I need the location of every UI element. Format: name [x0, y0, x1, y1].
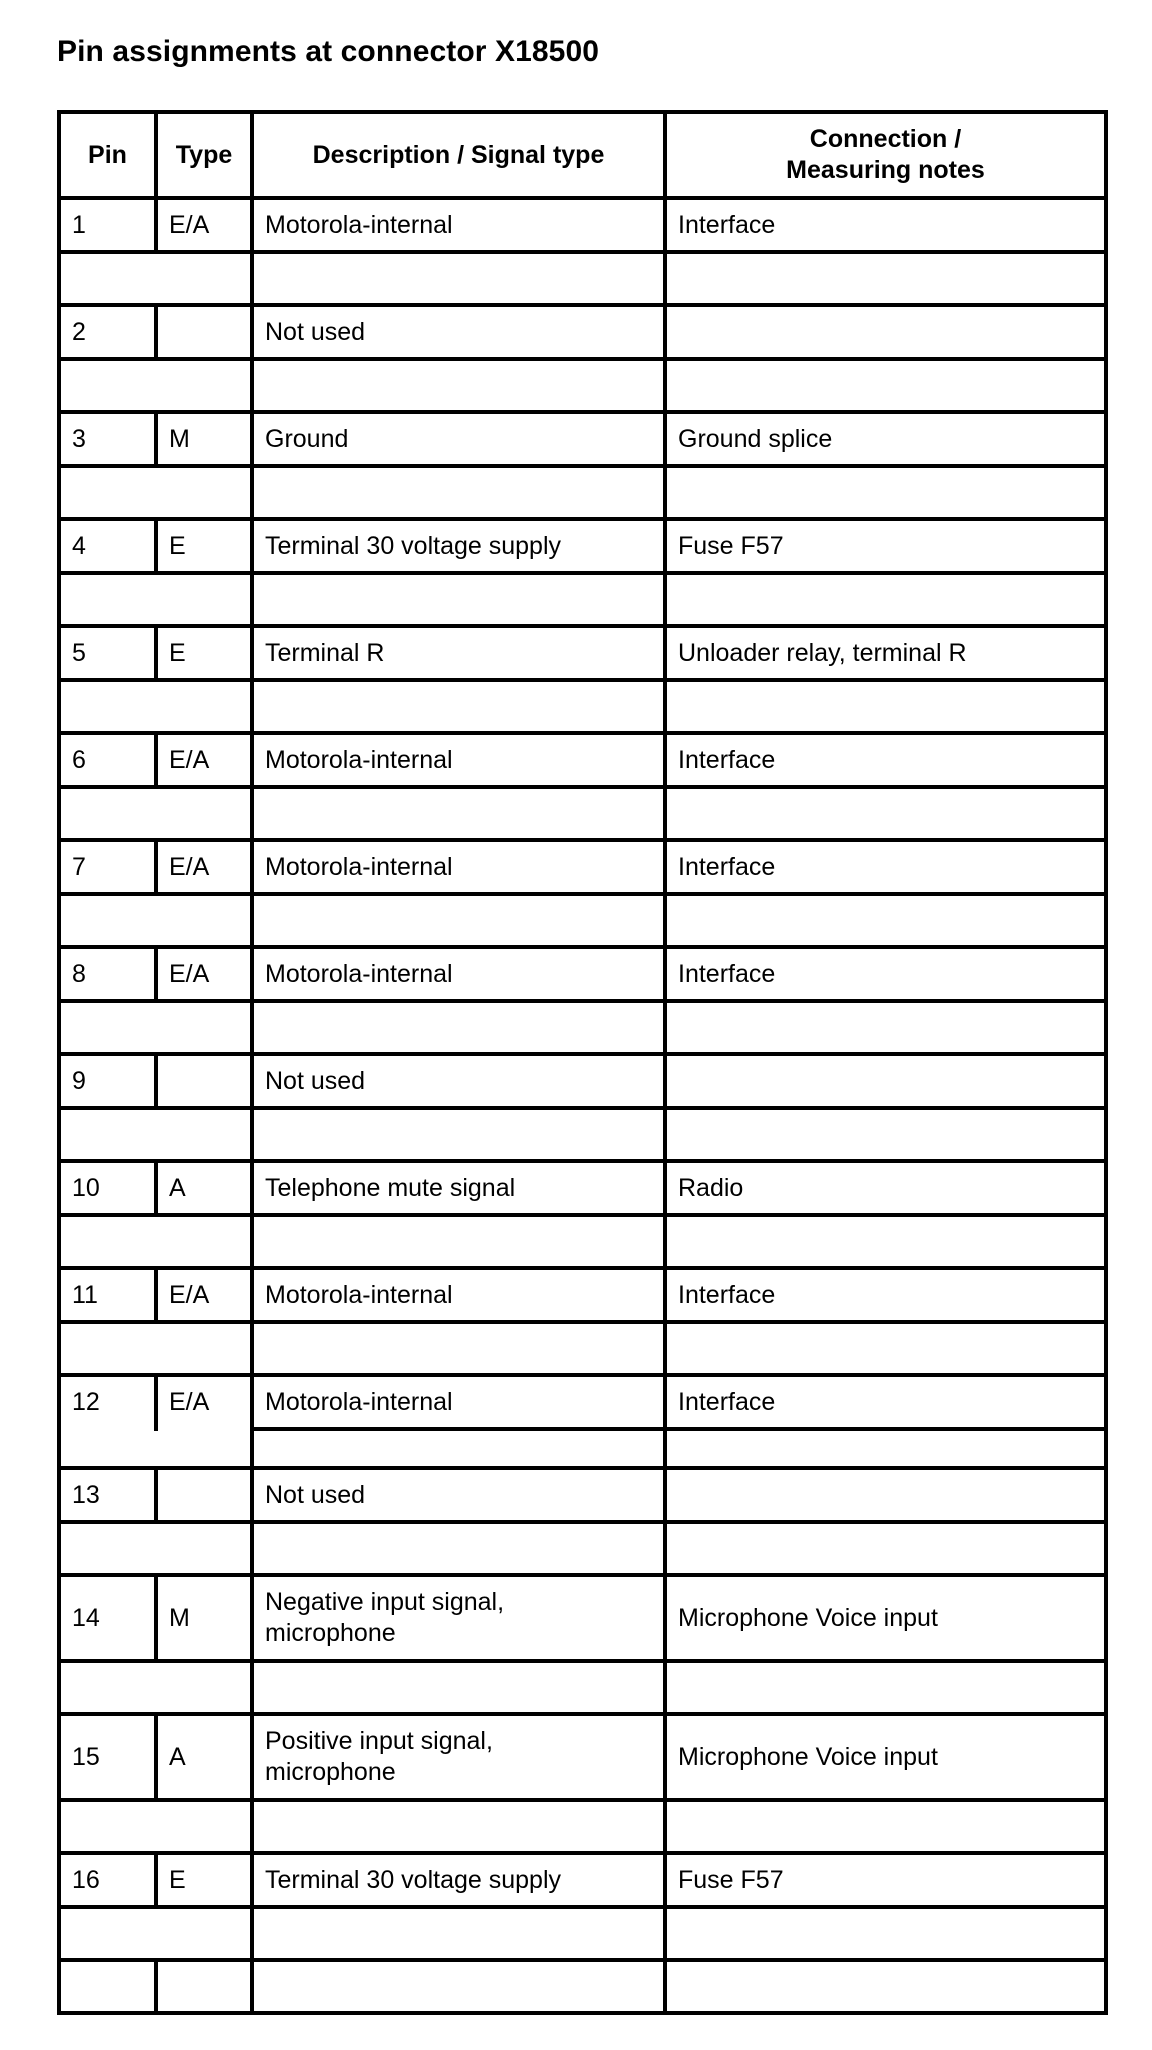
- description-cell: Not used: [252, 305, 665, 359]
- spacer-row: [59, 1429, 1106, 1468]
- type-cell: E/A: [156, 840, 252, 894]
- pin-cell: 5: [59, 626, 156, 680]
- description-cell: Not used: [252, 1054, 665, 1108]
- type-cell: E/A: [156, 733, 252, 787]
- description-line2: microphone: [265, 1619, 396, 1647]
- header-pin: Pin: [59, 112, 156, 198]
- page-title: Pin assignments at connector X18500: [57, 35, 600, 68]
- table-row: [59, 840, 1106, 894]
- pin-cell: 6: [59, 733, 156, 787]
- table-row: [59, 626, 1106, 680]
- table-row: [59, 412, 1106, 466]
- connection-cell: Fuse F57: [665, 519, 1106, 573]
- type-cell: M: [156, 1575, 252, 1661]
- connection-cell: Interface: [665, 947, 1106, 1001]
- pin-cell: 10: [59, 1161, 156, 1215]
- connection-cell: Radio: [665, 1161, 1106, 1215]
- table-row: [59, 198, 1106, 252]
- pin-cell: 11: [59, 1268, 156, 1322]
- connection-cell: [665, 1468, 1106, 1522]
- type-cell: [156, 1468, 252, 1522]
- spacer-row: [59, 787, 1106, 840]
- connection-cell: [665, 1054, 1106, 1108]
- description-cell: Motorola-internal: [252, 733, 665, 787]
- spacer-row: [59, 1907, 1106, 1960]
- table-row: [59, 305, 1106, 359]
- description-line1: Positive input signal,: [265, 1727, 493, 1755]
- spacer-row: [59, 1322, 1106, 1375]
- connection-cell: [665, 305, 1106, 359]
- type-cell: [156, 305, 252, 359]
- description-cell: Motorola-internal: [252, 947, 665, 1001]
- table-row: [59, 1054, 1106, 1108]
- connection-cell: Interface: [665, 733, 1106, 787]
- description-cell: Motorola-internal: [252, 1375, 665, 1429]
- connection-cell: Unloader relay, terminal R: [665, 626, 1106, 680]
- type-cell: E: [156, 626, 252, 680]
- description-cell: Terminal 30 voltage supply: [252, 519, 665, 573]
- pin-cell: 8: [59, 947, 156, 1001]
- table-header-row: [59, 112, 1106, 198]
- type-cell: E: [156, 1853, 252, 1907]
- spacer-row: [59, 680, 1106, 733]
- description-cell: Motorola-internal: [252, 198, 665, 252]
- connection-cell: Interface: [665, 1375, 1106, 1429]
- description-cell: Ground: [252, 412, 665, 466]
- connection-cell: Fuse F57: [665, 1853, 1106, 1907]
- spacer-row: [59, 1215, 1106, 1268]
- description-cell: Terminal R: [252, 626, 665, 680]
- header-description: Description / Signal type: [252, 112, 665, 198]
- spacer-row: [59, 1522, 1106, 1575]
- type-cell: A: [156, 1161, 252, 1215]
- description-line1: Negative input signal,: [265, 1588, 505, 1616]
- pin-cell: 14: [59, 1575, 156, 1661]
- spacer-row: [59, 1960, 1106, 2013]
- connection-cell: Microphone Voice input: [665, 1714, 1106, 1800]
- pin-cell: 2: [59, 305, 156, 359]
- table-row: [59, 733, 1106, 787]
- description-cell: Telephone mute signal: [252, 1161, 665, 1215]
- type-cell: E/A: [156, 947, 252, 1001]
- pin-cell: 7: [59, 840, 156, 894]
- table-row: [59, 519, 1106, 573]
- type-cell: E/A: [156, 1268, 252, 1322]
- table-row: [59, 1468, 1106, 1522]
- connection-cell: Interface: [665, 198, 1106, 252]
- description-cell: Motorola-internal: [252, 840, 665, 894]
- connection-cell: Ground splice: [665, 412, 1106, 466]
- pin-cell: 15: [59, 1714, 156, 1800]
- spacer-row: [59, 252, 1106, 305]
- description-line2: microphone: [265, 1758, 396, 1786]
- table-row: [59, 1853, 1106, 1907]
- description-cell: Motorola-internal: [252, 1268, 665, 1322]
- pin-cell: 13: [59, 1468, 156, 1522]
- header-connection-line2: Measuring notes: [786, 156, 985, 184]
- spacer-row: [59, 466, 1106, 519]
- table-row: [59, 947, 1106, 1001]
- table-row: [59, 1714, 1106, 1800]
- table-row: [59, 1161, 1106, 1215]
- header-connection: [665, 112, 1106, 198]
- spacer-row: [59, 359, 1106, 412]
- pin-cell: 12: [59, 1375, 156, 1429]
- type-cell: E/A: [156, 1375, 252, 1429]
- connection-cell: Interface: [665, 840, 1106, 894]
- header-connection-line1: Connection /: [809, 125, 962, 153]
- spacer-row: [59, 1661, 1106, 1714]
- pin-cell: 16: [59, 1853, 156, 1907]
- connection-cell: Microphone Voice input: [665, 1575, 1106, 1661]
- header-type: Type: [156, 112, 252, 198]
- pin-cell: 1: [59, 198, 156, 252]
- table-row: [59, 1375, 1106, 1429]
- spacer-row: [59, 573, 1106, 626]
- spacer-row: [59, 1108, 1106, 1161]
- type-cell: [156, 1054, 252, 1108]
- description-cell: [252, 1714, 665, 1800]
- description-cell: Not used: [252, 1468, 665, 1522]
- type-cell: M: [156, 412, 252, 466]
- pin-assignment-table: [57, 110, 1108, 2015]
- type-cell: E: [156, 519, 252, 573]
- type-cell: E/A: [156, 198, 252, 252]
- table-row: [59, 1575, 1106, 1661]
- pin-cell: 9: [59, 1054, 156, 1108]
- spacer-row: [59, 894, 1106, 947]
- pin-cell: 4: [59, 519, 156, 573]
- spacer-row: [59, 1001, 1106, 1054]
- description-cell: [252, 1575, 665, 1661]
- description-cell: Terminal 30 voltage supply: [252, 1853, 665, 1907]
- table-row: [59, 1268, 1106, 1322]
- type-cell: A: [156, 1714, 252, 1800]
- spacer-row: [59, 1800, 1106, 1853]
- connection-cell: Interface: [665, 1268, 1106, 1322]
- pin-cell: 3: [59, 412, 156, 466]
